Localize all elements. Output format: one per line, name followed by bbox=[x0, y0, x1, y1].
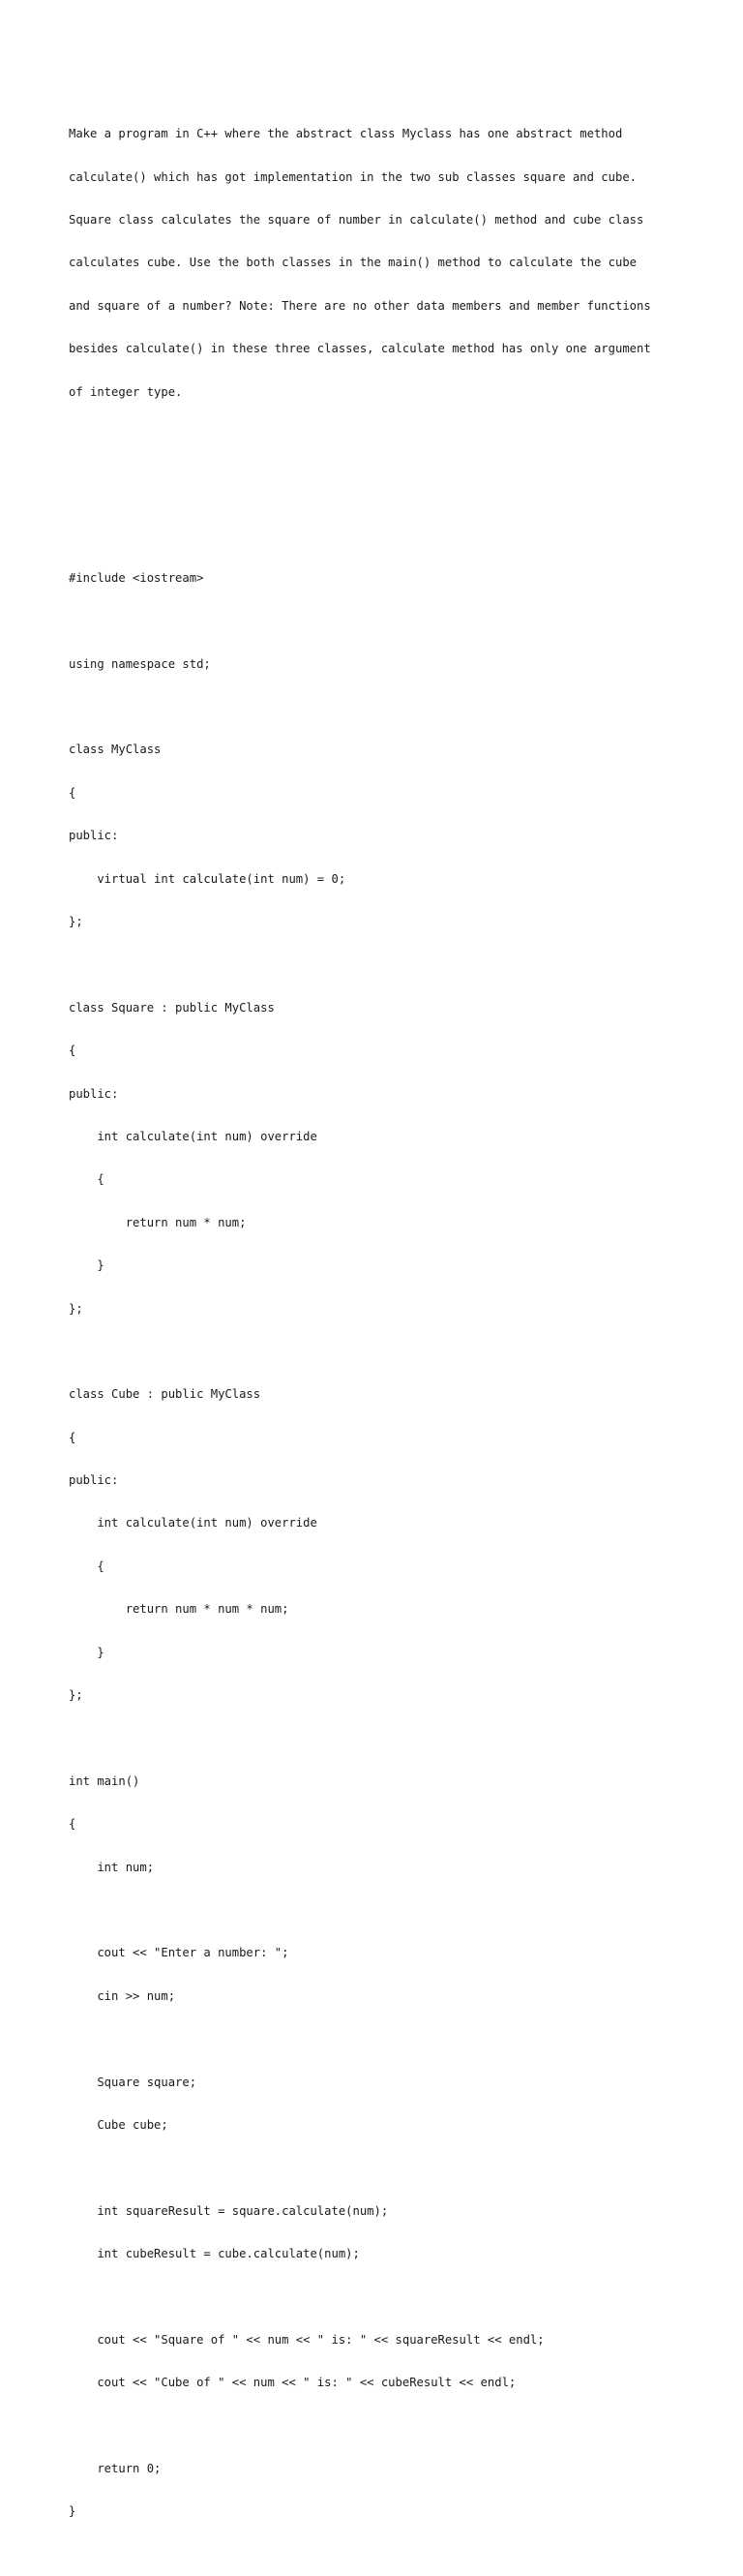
code-line: public: bbox=[69, 1086, 119, 1101]
code-line: public: bbox=[69, 1473, 119, 1488]
code-line bbox=[69, 614, 688, 628]
code-line: { bbox=[69, 1172, 104, 1187]
code-line: virtual int calculate(int num) = 0; bbox=[69, 871, 346, 886]
code-line: }; bbox=[69, 915, 83, 929]
problem-line: and square of a number? Note: There are no other data members and member functions bbox=[69, 298, 651, 313]
code-line: Square square; bbox=[69, 2075, 197, 2089]
code-line: int calculate(int num) override bbox=[69, 1516, 317, 1530]
problem-line: besides calculate() in these three classes, calculate method has only one argument bbox=[69, 342, 651, 356]
code-line: } bbox=[69, 2504, 76, 2519]
code-line: public: bbox=[69, 829, 119, 843]
problem-line: calculate() which has got implementation in the two sub classes square and cube. bbox=[69, 169, 637, 184]
code-line: } bbox=[69, 1258, 104, 1273]
code-line: return num * num; bbox=[69, 1215, 247, 1229]
code-line bbox=[69, 700, 688, 714]
code-line: } bbox=[69, 1645, 104, 1659]
code-line: { bbox=[69, 1817, 76, 1832]
code-line: { bbox=[69, 1559, 104, 1573]
code-line bbox=[69, 1731, 688, 1745]
code-line: return 0; bbox=[69, 2462, 162, 2476]
code-line: int num; bbox=[69, 1860, 155, 1874]
problem-line: Square class calculates the square of number in calculate() method and cube class bbox=[69, 212, 644, 227]
code-line: class MyClass bbox=[69, 742, 162, 757]
code-line: int calculate(int num) override bbox=[69, 1129, 317, 1143]
code-line: int cubeResult = cube.calculate(num); bbox=[69, 2247, 360, 2261]
code-line: return num * num * num; bbox=[69, 1602, 289, 1617]
code-listing bbox=[69, 500, 688, 2548]
code-line: }; bbox=[69, 1301, 83, 1316]
code-line: int main() bbox=[69, 1773, 140, 1788]
document-body bbox=[69, 70, 688, 2576]
code-line bbox=[69, 2161, 688, 2175]
code-line: Cube cube; bbox=[69, 2117, 168, 2132]
code-line: class Square : public MyClass bbox=[69, 1000, 275, 1015]
code-line bbox=[69, 2032, 688, 2046]
code-line bbox=[69, 2290, 688, 2305]
code-line: int squareResult = square.calculate(num); bbox=[69, 2203, 389, 2218]
code-line: { bbox=[69, 785, 76, 800]
code-line: cin >> num; bbox=[69, 1988, 176, 2003]
problem-line: Make a program in C++ where the abstract class Myclass has one abstract method bbox=[69, 127, 623, 141]
code-line bbox=[69, 957, 688, 972]
code-line bbox=[69, 2419, 688, 2434]
code-line: { bbox=[69, 1430, 76, 1444]
problem-statement bbox=[69, 99, 688, 428]
code-line: }; bbox=[69, 1688, 83, 1703]
problem-line: calculates cube. Use the both classes in the main() method to calculate the cube bbox=[69, 256, 637, 270]
code-line: cout << "Square of " << num << " is: " << squareResult << endl; bbox=[69, 2332, 545, 2347]
code-line: using namespace std; bbox=[69, 656, 211, 671]
code-line: { bbox=[69, 1044, 76, 1058]
code-line: #include <iostream> bbox=[69, 570, 204, 585]
code-line bbox=[69, 529, 688, 543]
code-line: cout << "Enter a number: "; bbox=[69, 1946, 289, 1960]
code-line: cout << "Cube of " << num << " is: " << cubeResult << endl; bbox=[69, 2376, 517, 2390]
problem-line: of integer type. bbox=[69, 384, 183, 399]
code-line bbox=[69, 1903, 688, 1918]
code-line: class Cube : public MyClass bbox=[69, 1387, 261, 1402]
code-line bbox=[69, 1345, 688, 1359]
